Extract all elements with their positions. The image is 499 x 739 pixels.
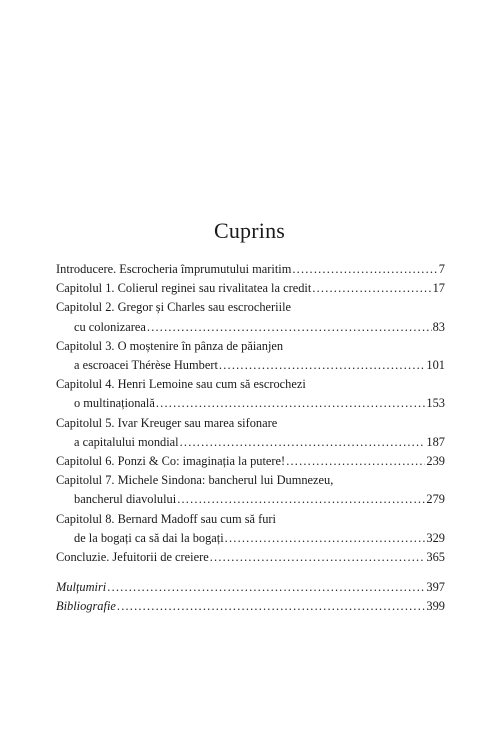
toc-page-number: 279	[426, 492, 445, 507]
dot-leader	[107, 578, 425, 597]
dot-leader	[292, 260, 437, 279]
toc-page-number: 399	[426, 599, 445, 614]
dot-leader	[210, 548, 426, 567]
toc-page-number: 153	[426, 396, 445, 411]
toc-entry-capitolul-7[interactable]	[56, 471, 445, 509]
toc-entry-capitolul-3[interactable]	[56, 337, 445, 375]
toc-page-number: 187	[426, 434, 445, 449]
dot-leader	[219, 356, 425, 375]
toc-page-number: 83	[432, 319, 445, 334]
toc-entry-capitolul-6[interactable]	[56, 452, 445, 471]
dot-leader	[225, 529, 426, 548]
section-spacer	[56, 567, 445, 578]
toc-entry-label-continued: o multinațională	[74, 396, 155, 411]
dot-leader	[117, 597, 426, 616]
toc-entry-label: Introducere. Escrocheria împrumutului maritim	[56, 262, 292, 276]
toc-entry-capitolul-4[interactable]	[56, 375, 445, 413]
toc-entry-label: Mulțumiri	[56, 580, 107, 595]
toc-page-number: 101	[426, 358, 445, 373]
toc-entry-label: Capitolul 1. Colierul reginei sau rivalitatea la credit	[56, 281, 312, 296]
toc-page-number: 7	[438, 262, 445, 276]
table-of-contents	[56, 260, 445, 617]
toc-entry-concluzie[interactable]	[56, 548, 445, 567]
dot-leader	[286, 452, 425, 471]
toc-entry-label-continued: de la bogați ca să dai la bogați	[74, 530, 224, 545]
toc-entry-label: Capitolul 4. Henri Lemoine sau cum să escrochezi	[56, 377, 306, 392]
toc-page-number: 239	[426, 454, 445, 469]
toc-entry-label: Capitolul 7. Michele Sindona: bancherul lui Dumnezeu,	[56, 473, 334, 488]
page-title: Cuprins	[213, 218, 286, 243]
toc-entry-label: Capitolul 3. O moștenire în pânza de păianjen	[56, 338, 284, 353]
toc-entry-label-continued: bancherul diavolului	[74, 492, 177, 507]
toc-entry-introducere[interactable]	[56, 260, 445, 279]
toc-entry-label: Bibliografie	[56, 599, 116, 614]
dot-leader	[156, 394, 426, 413]
toc-entry-capitolul-1[interactable]	[56, 279, 445, 298]
toc-entry-bibliografie[interactable]	[56, 597, 445, 616]
toc-entry-label: Concluzie. Jefuitorii de creiere	[56, 550, 209, 565]
toc-entry-capitolul-8[interactable]	[56, 510, 445, 548]
toc-entry-multumiri[interactable]	[56, 578, 445, 597]
toc-page-number: 17	[432, 281, 445, 296]
toc-entry-label-continued: a escroacei Thérèse Humbert	[74, 358, 218, 373]
toc-page-number: 397	[426, 580, 445, 595]
toc-entry-label-continued: cu colonizarea	[74, 319, 146, 334]
toc-entry-label-continued: a capitalului mondial	[74, 434, 179, 449]
dot-leader	[180, 433, 426, 452]
toc-entry-label: Capitolul 6. Ponzi & Co: imaginația la putere!	[56, 454, 286, 469]
toc-page-number: 365	[426, 550, 445, 565]
toc-entry-capitolul-5[interactable]	[56, 414, 445, 452]
toc-entry-label: Capitolul 8. Bernard Madoff sau cum să furi	[56, 511, 277, 526]
dot-leader	[312, 279, 431, 298]
toc-page-number: 329	[426, 530, 445, 545]
toc-entry-capitolul-2[interactable]	[56, 298, 445, 336]
dot-leader	[147, 318, 432, 337]
dot-leader	[177, 490, 425, 509]
toc-entry-label: Capitolul 2. Gregor și Charles sau escrocheriile	[56, 300, 292, 315]
toc-entry-label: Capitolul 5. Ivar Kreuger sau marea sifonare	[56, 415, 278, 430]
